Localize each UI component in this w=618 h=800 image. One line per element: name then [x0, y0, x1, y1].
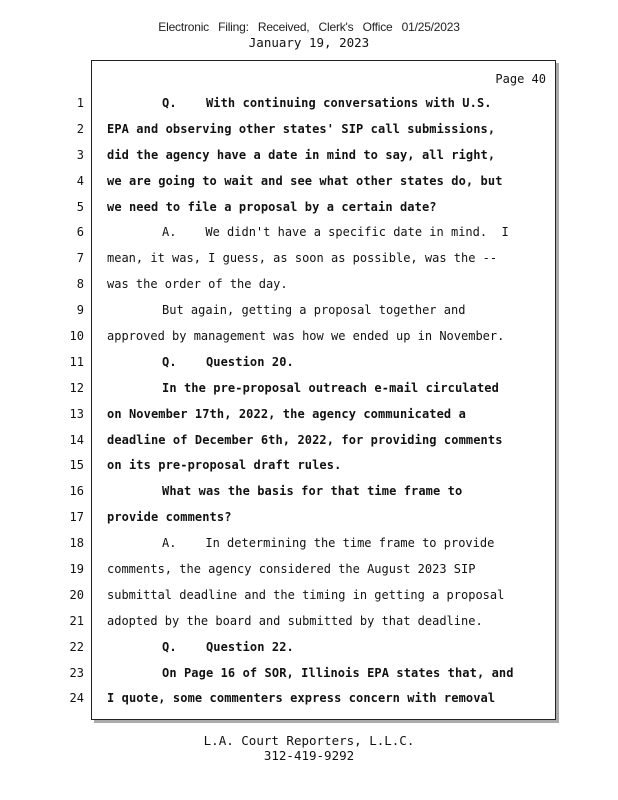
- transcript-line: approved by management was how we ended up in November.: [107, 329, 505, 344]
- transcript-line: comments, the agency considered the August 2023 SIP: [107, 562, 476, 577]
- line-number: 12: [69, 380, 84, 395]
- line-number: 5: [76, 199, 84, 214]
- reporter-footer: [0, 733, 618, 763]
- line-number: 15: [69, 458, 84, 473]
- transcript-line: A. In determining the time frame to provide: [162, 536, 495, 551]
- line-number: 1: [76, 96, 84, 110]
- reporter-phone: 312-419-9292: [263, 748, 355, 763]
- transcript-line: did the agency have a date in mind to say, all right,: [107, 147, 496, 162]
- transcript-line: Q. With continuing conversations with U.S.: [162, 96, 492, 110]
- line-number: 19: [69, 562, 84, 577]
- transcript-line: submittal deadline and the timing in getting a proposal: [107, 587, 505, 602]
- transcript-line: But again, getting a proposal together and: [162, 303, 466, 318]
- transcript-text: [107, 93, 547, 714]
- line-number: 10: [69, 329, 84, 344]
- transcript-line: was the order of the day.: [107, 277, 288, 292]
- line-number: 23: [69, 665, 84, 680]
- line-number: 4: [76, 173, 84, 188]
- line-number: 8: [76, 277, 84, 292]
- transcript-date: January 19, 2023: [248, 35, 370, 50]
- line-number: 11: [69, 354, 84, 369]
- transcript-line: On Page 16 of SOR, Illinois EPA states that, and: [162, 665, 514, 680]
- line-number: 6: [76, 225, 84, 240]
- transcript-line: Q. Question 22.: [162, 639, 294, 654]
- transcript-line: we are going to wait and see what other states do, but: [107, 173, 503, 188]
- line-number-column: [58, 93, 84, 714]
- line-number: 3: [76, 147, 84, 162]
- transcript-line: Q. Question 20.: [162, 354, 294, 369]
- transcript-line: on November 17th, 2022, the agency communicated a: [107, 406, 466, 421]
- transcript-line: on its pre-proposal draft rules.: [107, 458, 342, 473]
- line-number: 18: [69, 536, 84, 551]
- transcript-line: I quote, some commenters express concern with removal: [107, 691, 496, 706]
- line-number: 2: [76, 121, 84, 136]
- transcript-line: provide comments?: [107, 510, 232, 525]
- transcript-line: adopted by the board and submitted by that deadline.: [107, 613, 483, 628]
- transcript-line: mean, it was, I guess, as soon as possible, was the --: [107, 251, 498, 266]
- transcript-line: In the pre-proposal outreach e-mail circulated: [162, 380, 499, 395]
- transcript-line: A. We didn't have a specific date in mind. I: [162, 225, 509, 240]
- filing-stamp: Electronic Filing: Received, Clerk's Office 01/25/2023: [158, 20, 460, 34]
- page-number: Page 40: [495, 72, 546, 86]
- line-number: 14: [69, 432, 84, 447]
- transcript-line: What was the basis for that time frame to: [162, 484, 463, 499]
- line-number: 24: [69, 691, 84, 706]
- line-number: 7: [76, 251, 84, 266]
- line-number: 17: [69, 510, 84, 525]
- line-number: 21: [69, 613, 84, 628]
- line-number: 22: [69, 639, 84, 654]
- line-number: 9: [76, 303, 84, 318]
- transcript-line: deadline of December 6th, 2022, for providing comments: [107, 432, 503, 447]
- line-number: 16: [69, 484, 84, 499]
- transcript-line: EPA and observing other states' SIP call submissions,: [107, 121, 496, 136]
- transcript-line: we need to file a proposal by a certain date?: [107, 199, 437, 214]
- reporter-company: L.A. Court Reporters, L.L.C.: [203, 733, 415, 748]
- line-number: 20: [69, 587, 84, 602]
- line-number: 13: [69, 406, 84, 421]
